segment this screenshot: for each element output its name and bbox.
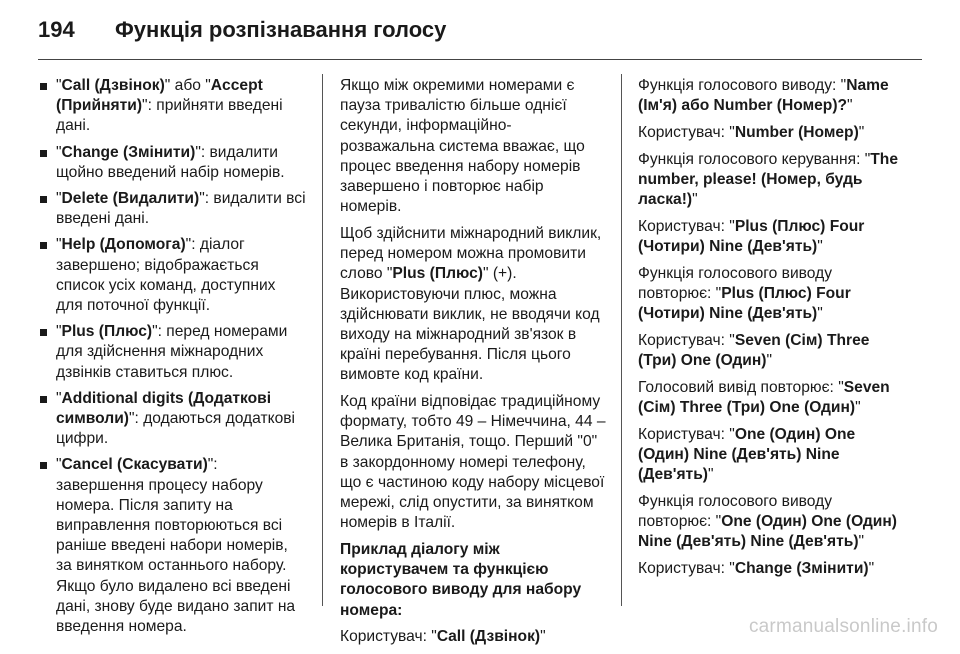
list-item: "Help (Допомога)": діалог завершено; відображається список усіх команд, доступних для поточної функції. xyxy=(38,235,306,316)
column-left xyxy=(38,76,306,643)
list-item: "Call (Дзвінок)" або "Accept (Прийняти)": прийняти введені дані. xyxy=(38,76,306,137)
list-item: "Change (Змінити)": видалити щойно введений набір номерів. xyxy=(38,143,306,183)
bullet-square-icon xyxy=(40,150,47,157)
bullet-square-icon xyxy=(40,242,47,249)
list-item: "Cancel (Скасувати)": завершення процесу набору номера. Після запиту на виправлення повторюються всі раніше введені набори номерів, за винятком останнього набору. Якщо було видалено всі введені дані, знову буде видано запит на введення номера. xyxy=(38,455,306,637)
dialog-line: Користувач: "Call (Дзвінок)" xyxy=(340,628,546,646)
list-item: "Delete (Видалити)": видалити всі введені дані. xyxy=(38,189,306,229)
bullet-square-icon xyxy=(40,396,47,403)
paragraph-pause: Якщо між окремими номерами є пауза тривалістю більше однієї секунди, інформаційно-розважальна система вважає, що процес введення набору номерів завершено і повторює набір номерів. xyxy=(340,77,585,216)
column-divider xyxy=(322,74,323,606)
dialog-line: Функція голосового виводу повторює: "One (Один) One (Один) Nine (Дев'ять) Nine (Дев'ять)" xyxy=(638,492,897,551)
dialog-line: Користувач: "One (Один) One (Один) Nine (Дев'ять) Nine (Дев'ять)" xyxy=(638,425,856,483)
paragraph-country-code: Код країни відповідає традиційному формату, тобто 49 – Німеччина, 44 – Велика Британія, тощо. Перший "0" в закордонному номері телефону, що є частиною коду набору місцевої мережі, слід опустити, за винятком номерів в Італії. xyxy=(340,393,606,532)
command-list xyxy=(38,76,306,637)
dialog-line: Користувач: "Plus (Плюс) Four (Чотири) Nine (Дев'ять)" xyxy=(638,217,865,255)
paragraph-international: Щоб здійснити міжнародний виклик, перед номером можна промовити слово "Plus (Плюс)" (+). Використовуючи плюс, можна здійснювати виклик, не вводячи код виходу на міжнародний зв'язок в країні перебування. Після цього вимовте код країни. xyxy=(340,224,602,384)
dialog-line: Користувач: "Number (Номер)" xyxy=(638,123,865,141)
dialog-example-heading: Приклад діалогу між користувачем та функцією голосового виводу для набору номера: xyxy=(340,540,582,619)
column-right xyxy=(638,76,904,585)
dialog-line: Функція голосового керування: "The number, please! (Номер, будь ласка!)" xyxy=(638,150,899,209)
list-item: "Plus (Плюс)": перед номерами для здійснення міжнародних дзвінків ставиться плюс. xyxy=(38,322,306,383)
bullet-square-icon xyxy=(40,462,47,469)
dialog-line: Функція голосового виводу: "Name (Ім'я) або Number (Номер)?" xyxy=(638,77,889,115)
page-number: 194 xyxy=(38,17,75,42)
dialog-line: Голосовий вивід повторює: "Seven (Сім) Three (Три) One (Один)" xyxy=(638,378,890,416)
column-divider xyxy=(621,74,622,606)
watermark: carmanualsonline.info xyxy=(748,616,938,637)
bullet-square-icon xyxy=(40,196,47,203)
bullet-square-icon xyxy=(40,329,47,336)
header-divider xyxy=(38,59,922,60)
dialog-line: Користувач: "Change (Змінити)" xyxy=(638,559,875,577)
column-middle xyxy=(340,76,606,654)
page-header xyxy=(0,0,960,60)
dialog-line: Функція голосового виводу повторює: "Plus (Плюс) Four (Чотири) Nine (Дев'ять)" xyxy=(638,264,851,323)
page-title: Функція розпізнавання голосу xyxy=(115,17,447,42)
list-item: "Additional digits (Додаткові символи)": додаються додаткові цифри. xyxy=(38,389,306,450)
bullet-square-icon xyxy=(40,83,47,90)
dialog-line: Користувач: "Seven (Сім) Three (Три) One (Один)" xyxy=(638,331,870,369)
